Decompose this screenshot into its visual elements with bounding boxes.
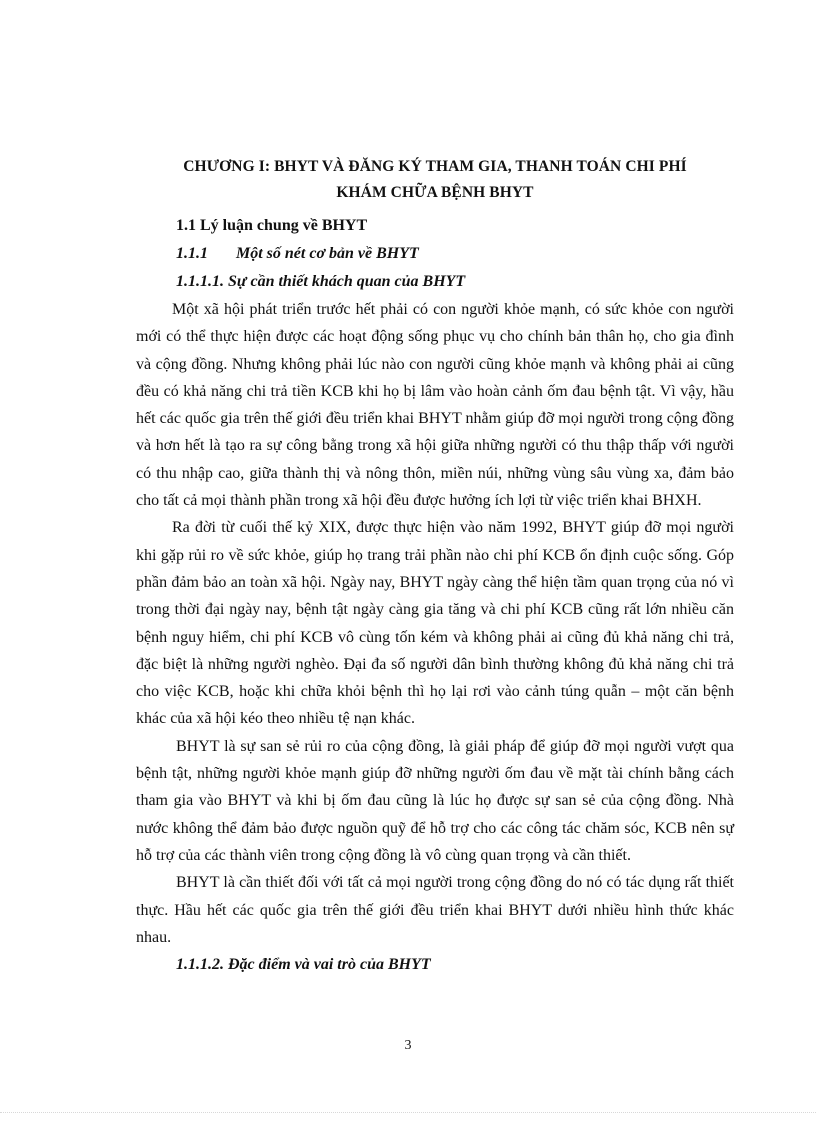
page-content xyxy=(136,154,734,979)
body-paragraph-1: Một xã hội phát triển trước hết phải có con người khỏe mạnh, có sức khỏe con người mới có thể thực hiện được các hoạt động sống phục vụ cho chính bản thân họ, cho gia đình và cộng đồng. Nhưng không phải lúc nào con người cũng khỏe mạnh và không phải ai cũng đều có khả năng chi trả tiền KCB khi họ bị lâm vào hoàn cảnh ốm đau bệnh tật. Vì vậy, hầu hết các quốc gia trên thế giới đều triển khai BHYT nhằm giúp đỡ mọi người trong cộng đồng và hơn hết là tạo ra sự công bằng trong xã hội giữa những người có thu thập thấp với người có thu nhập cao, giữa thành thị và nông thôn, miền núi, những vùng sâu vùng xa, đảm bảo cho tất cả mọi thành phần trong xã hội đều được hưởng ích lợi từ việc triển khai BHXH. xyxy=(136,301,734,510)
body-paragraph-3: BHYT là sự san sẻ rủi ro của cộng đồng, là giải pháp để giúp đỡ mọi người vượt qua bệnh tật, những người khỏe mạnh giúp đỡ những người ốm đau về mặt tài chính bằng cách tham gia vào BHYT và khi bị ốm đau cũng là lúc họ được sự san sẻ của cộng đồng. Nhà nước không thể đảm bảo được nguồn quỹ để hỗ trợ cho các công tác chăm sóc, KCB nên sự hỗ trợ của các thành viên trong cộng đồng là vô cùng quan trọng và cần thiết. xyxy=(136,737,734,864)
chapter-title-line-1: CHƯƠNG I: BHYT VÀ ĐĂNG KÝ THAM GIA, THANH TOÁN CHI PHÍ xyxy=(183,158,687,175)
section-number-1-1-1: 1.1.1 xyxy=(176,245,208,262)
section-heading-1-1: 1.1 Lý luận chung về BHYT xyxy=(176,217,368,234)
section-heading-1-1-1 xyxy=(136,240,734,268)
body-paragraph-2: Ra đời từ cuối thế kỷ XIX, được thực hiện vào năm 1992, BHYT giúp đỡ mọi người khi gặp rủi ro về sức khỏe, giúp họ trang trải phần nào chi phí KCB ổn định cuộc sống. Góp phần đảm bảo an toàn xã hội. Ngày nay, BHYT ngày càng thể hiện tầm quan trọng của nó vì trong thời đại ngày nay, bệnh tật ngày càng gia tăng và chi phí KCB cũng rất lớn nhiều căn bệnh nguy hiểm, chi phí KCB vô cùng tốn kém và không phải ai cũng đủ khả năng chi trả, đặc biệt là những người nghèo. Đại đa số người dân bình thường không đủ khả năng chi trả cho việc KCB, hoặc khi chữa khỏi bệnh thì họ lại rơi vào cảnh túng quẫn – một căn bệnh khác của xã hội kéo theo nhiều tệ nạn khác. xyxy=(136,519,734,728)
section-title-1-1-1: Một số nét cơ bản về BHYT xyxy=(236,245,419,262)
section-heading-1-1-1-2: 1.1.1.2. Đặc điểm và vai trò của BHYT xyxy=(176,956,431,974)
page-bottom-divider xyxy=(0,1112,816,1113)
chapter-title xyxy=(136,154,734,206)
body-paragraph-4: BHYT là cần thiết đối với tất cả mọi người trong cộng đồng do nó có tác dụng rất thiết thực. Hầu hết các quốc gia trên thế giới đều triển khai BHYT dưới nhiều hình thức khác nhau. xyxy=(136,874,734,946)
chapter-title-line-2: KHÁM CHỮA BỆNH BHYT xyxy=(336,184,534,201)
section-heading-1-1-1-1: 1.1.1.1. Sự cần thiết khách quan của BHYT xyxy=(176,273,466,290)
page-number: 3 xyxy=(404,1038,412,1053)
